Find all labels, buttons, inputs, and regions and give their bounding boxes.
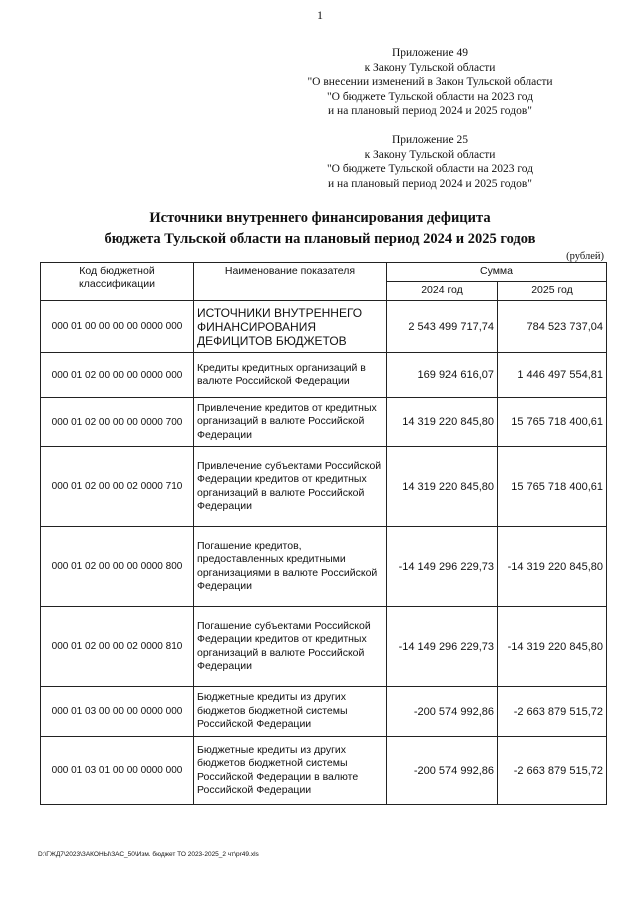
table-row <box>41 737 607 805</box>
table-row <box>41 353 607 398</box>
file-path-footer: D:\ГЖД7\2023\ЗАКОНЫ\ЗАС_50\Изм. бюджет ТО 2023-2025_2 чт\pr49.xls <box>38 851 259 858</box>
row-name: Погашение кредитов, предоставленных кредитными организациями в валюте Российской Федерации <box>194 527 387 607</box>
header-sum: Сумма <box>387 263 607 282</box>
table-row <box>41 447 607 527</box>
row-value-2025: 15 765 718 400,61 <box>498 447 607 527</box>
row-value-2024: 2 543 499 717,74 <box>387 301 498 353</box>
title-line-2: бюджета Тульской области на плановый период 2024 и 2025 годов <box>104 231 536 247</box>
row-code: 000 01 02 00 00 02 0000 810 <box>41 607 194 687</box>
header-year-2025: 2025 год <box>498 282 607 301</box>
units-label: (рублей) <box>566 251 604 262</box>
appendix-line: "О внесении изменений в Закон Тульской области <box>307 76 553 88</box>
appendix-line: Приложение 25 <box>391 134 469 146</box>
row-name: ИСТОЧНИКИ ВНУТРЕННЕГО ФИНАНСИРОВАНИЯ ДЕФИЦИТОВ БЮДЖЕТОВ <box>194 301 387 353</box>
title-line-1: Источники внутреннего финансирования дефицита <box>149 210 491 226</box>
row-value-2024: 14 319 220 845,80 <box>387 398 498 447</box>
table-row <box>41 301 607 353</box>
table-row <box>41 527 607 607</box>
row-value-2025: -2 663 879 515,72 <box>498 687 607 737</box>
row-code: 000 01 00 00 00 00 0000 000 <box>41 301 194 353</box>
appendix-25-block <box>300 133 560 191</box>
row-name: Привлечение субъектами Российской Федерации кредитов от кредитных организаций в валюте Российской Федерации <box>194 447 387 527</box>
row-code: 000 01 02 00 00 02 0000 710 <box>41 447 194 527</box>
appendix-line: "О бюджете Тульской области на 2023 год <box>326 90 534 103</box>
financing-table <box>40 262 607 805</box>
page-number: 1 <box>317 8 323 22</box>
appendix-line: и на плановый период 2024 и 2025 годов" <box>328 177 532 190</box>
row-value-2024: -14 149 296 229,73 <box>387 607 498 687</box>
table-row <box>41 398 607 447</box>
appendix-line: и на плановый период 2024 и 2025 годов" <box>328 105 532 117</box>
row-code: 000 01 02 00 00 00 0000 800 <box>41 527 194 607</box>
appendix-line: к Закону Тульской области <box>364 61 496 74</box>
row-value-2024: 169 924 616,07 <box>387 353 498 398</box>
row-value-2025: -2 663 879 515,72 <box>498 737 607 805</box>
row-name: Бюджетные кредиты из других бюджетов бюджетной системы Российской Федерации <box>194 687 387 737</box>
header-year-2024: 2024 год <box>387 282 498 301</box>
row-value-2025: 15 765 718 400,61 <box>498 398 607 447</box>
document-title <box>0 208 640 250</box>
row-value-2025: 1 446 497 554,81 <box>498 353 607 398</box>
header-name: Наименование показателя <box>194 263 387 301</box>
appendix-line: к Закону Тульской области <box>364 148 496 161</box>
appendix-line: Приложение 49 <box>391 47 469 59</box>
row-value-2024: 14 319 220 845,80 <box>387 447 498 527</box>
appendix-line: "О бюджете Тульской области на 2023 год <box>326 163 534 175</box>
appendix-49-block <box>300 46 560 119</box>
row-value-2025: 784 523 737,04 <box>498 301 607 353</box>
row-value-2024: -200 574 992,86 <box>387 687 498 737</box>
table-row <box>41 607 607 687</box>
table-row <box>41 687 607 737</box>
header-code: Код бюджетной классификации <box>41 263 194 301</box>
row-value-2025: -14 319 220 845,80 <box>498 607 607 687</box>
row-code: 000 01 03 01 00 00 0000 000 <box>41 737 194 805</box>
row-value-2025: -14 319 220 845,80 <box>498 527 607 607</box>
row-value-2024: -200 574 992,86 <box>387 737 498 805</box>
row-name: Привлечение кредитов от кредитных организаций в валюте Российской Федерации <box>194 398 387 447</box>
row-code: 000 01 02 00 00 00 0000 000 <box>41 353 194 398</box>
row-name: Бюджетные кредиты из других бюджетов бюджетной системы Российской Федерации в валюте Российской Федерации <box>194 737 387 805</box>
row-code: 000 01 03 00 00 00 0000 000 <box>41 687 194 737</box>
row-value-2024: -14 149 296 229,73 <box>387 527 498 607</box>
row-name: Кредиты кредитных организаций в валюте Российской Федерации <box>194 353 387 398</box>
row-code: 000 01 02 00 00 00 0000 700 <box>41 398 194 447</box>
row-name: Погашение субъектами Российской Федерации кредитов от кредитных организаций в валюте Российской Федерации <box>194 607 387 687</box>
